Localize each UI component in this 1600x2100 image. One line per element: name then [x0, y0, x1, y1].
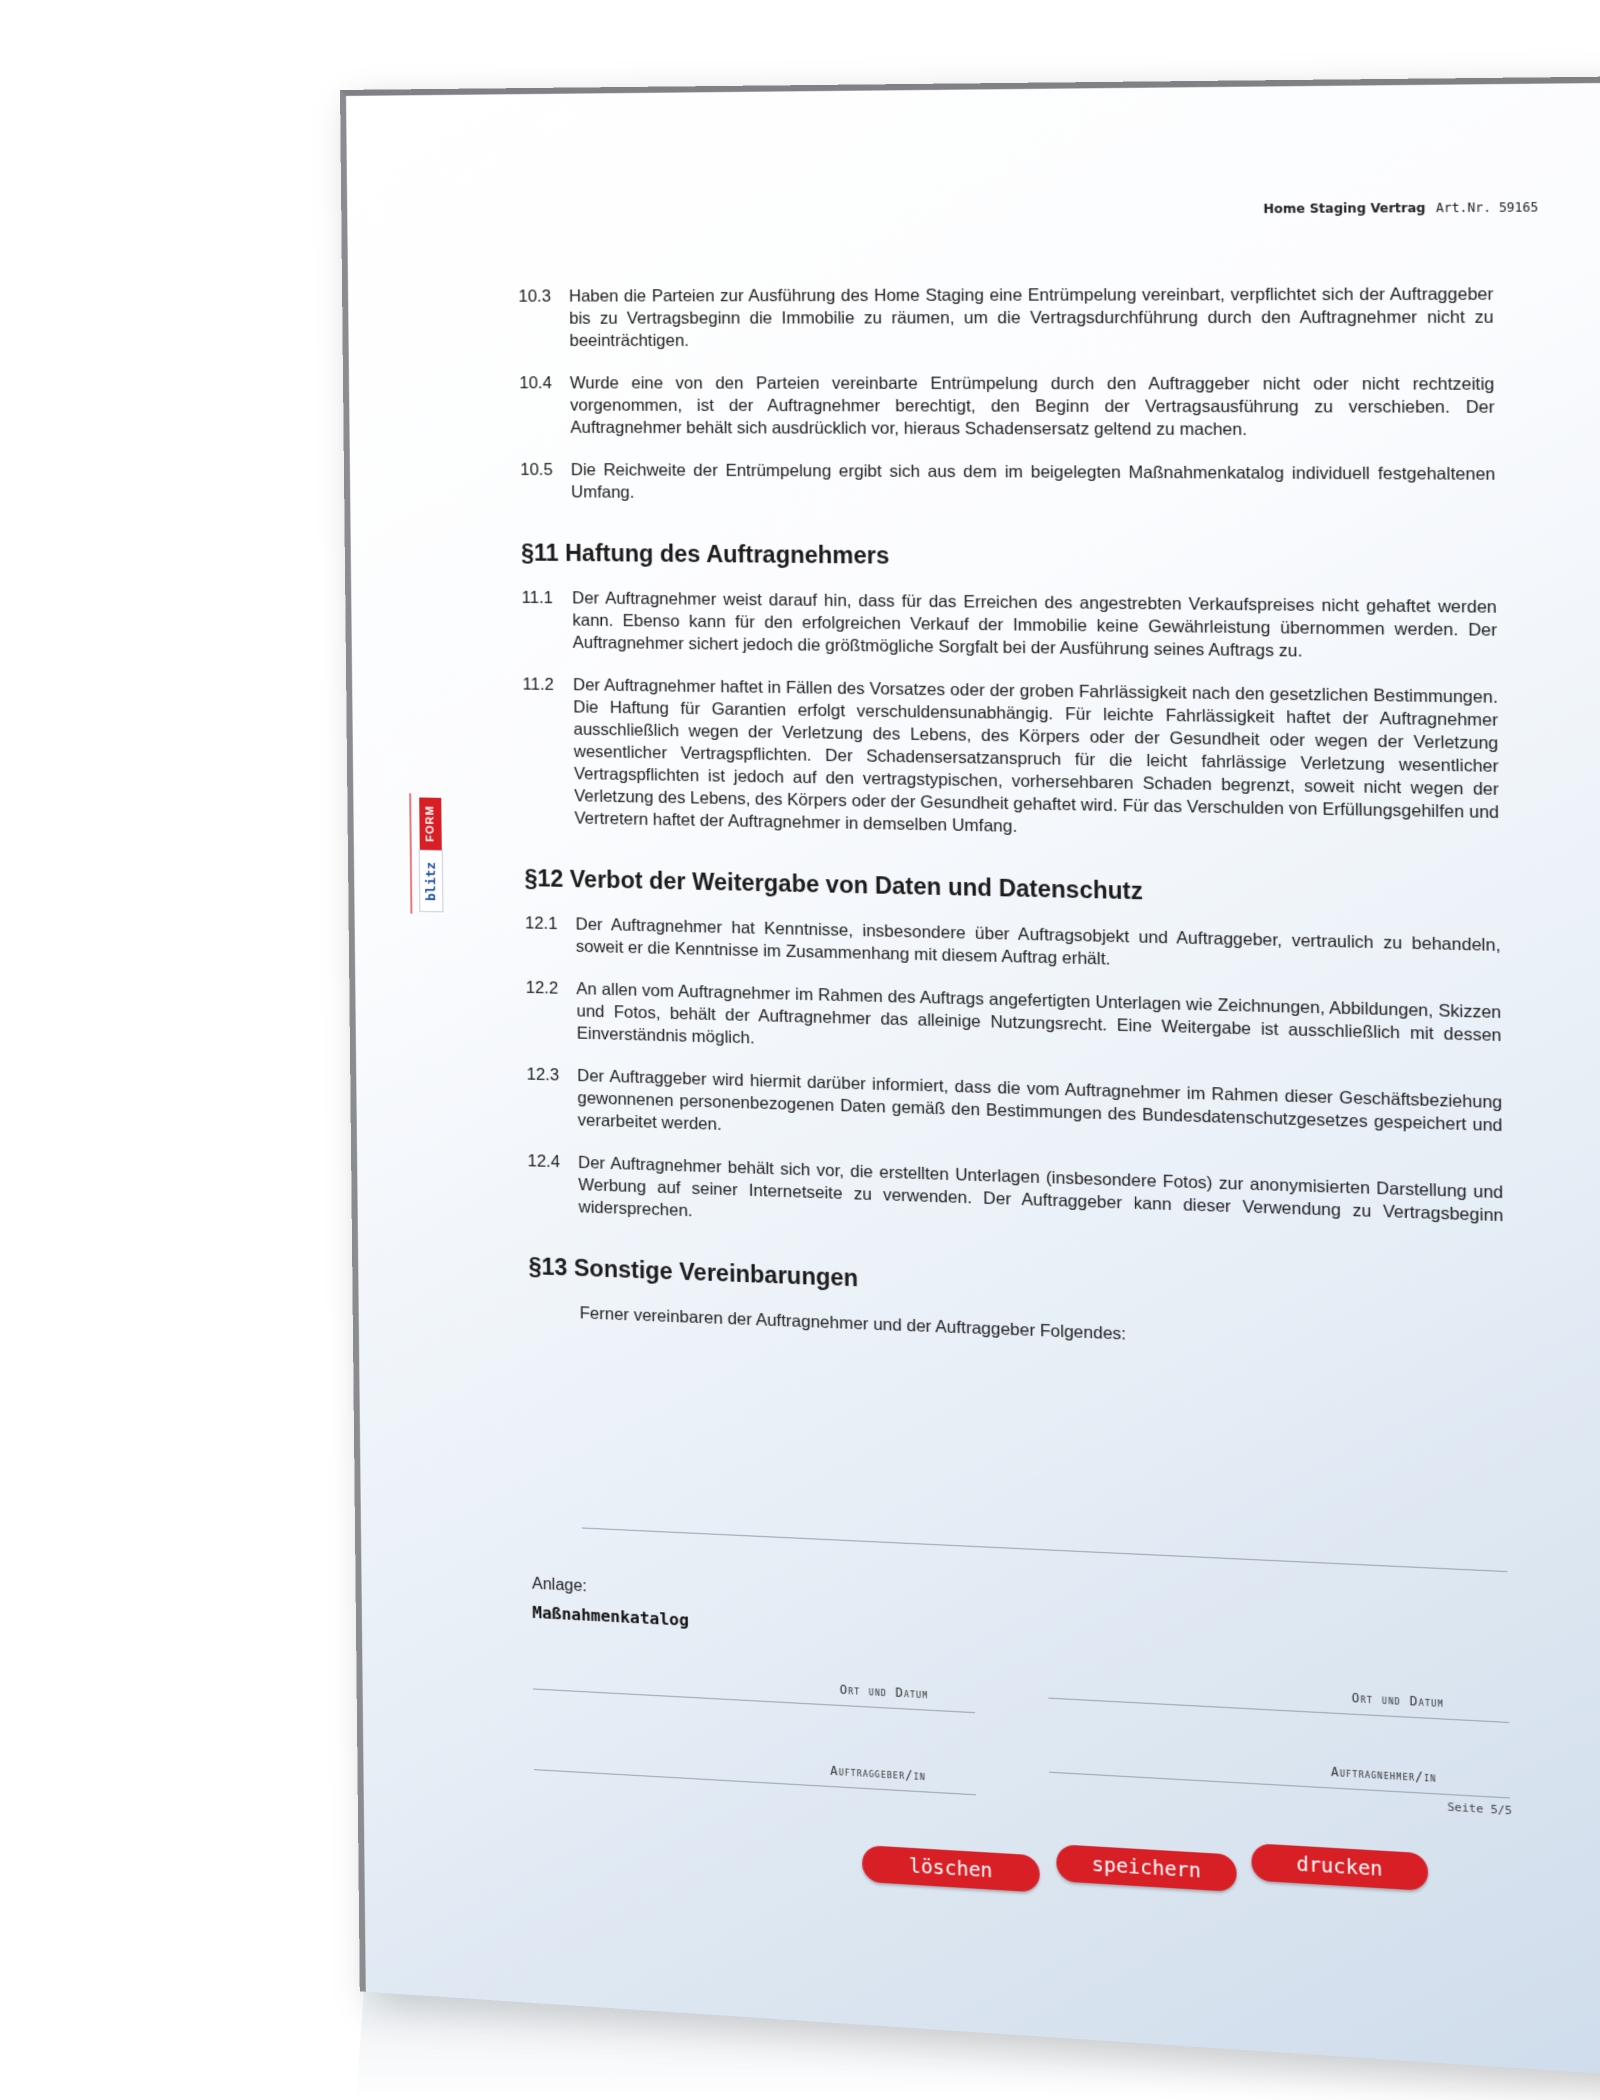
- attachment-value: Maßnahmenkatalog: [532, 1602, 690, 1630]
- clause-text: Der Auftragnehmer haftet in Fällen des Vorsatzes oder der groben Fahrlässigkeit nach den gesetzlichen Bestimmungen. Die Haftung für Garantien erfolgt verschuldensunabhängig. Für leichte Fahrlässigkeit haftet der Auftragnehmer ausschließlich wegen der Verletzung des Lebens, des Körpers oder der Gesundheit oder wegen der Verletzung wesentlicher Vertragspflichten. Der Schadensersatzanspruch für die leicht fahrlässige Verletzung wesentlicher Vertragspflichten ist jedoch auf den vertragstypischen, vorhersehbaren Schaden begrenzt, soweit nicht wegen der Verletzung des Lebens, des Körpers oder der Gesundheit gehaftet wird. Für das Verschulden von Erfüllungsgehilfen und Vertretern haftet der Auftragnehmer in demselben Umfang.: [572, 676, 1500, 836]
- logo-part-form: FORM: [419, 797, 442, 850]
- client-signature-caption: Auftraggeber/in: [830, 1763, 926, 1784]
- section-13-intro: Ferner vereinbaren der Auftragnehmer und der Auftraggeber Folgendes:: [579, 1304, 1127, 1344]
- logo-bar: [409, 793, 412, 913]
- document-body: [518, 283, 1505, 1360]
- clause-text: Der Auftragnehmer behält sich vor, die erstellten Unterlagen (insbesondere Fotos) zur anonymisierten Darstellung und Werbung auf seiner Internetseite zu verwenden. Der Auftraggeber kann dieser Verwendung zu Vertragsbeginn widersprechen.: [578, 1153, 1504, 1226]
- document-page: [340, 77, 1600, 2076]
- clause-10-3: [518, 283, 1494, 352]
- page-number: Seite 5/5: [1447, 1800, 1513, 1818]
- clause-11-2: [522, 673, 1499, 847]
- save-button[interactable]: speichern: [1056, 1844, 1237, 1892]
- section-11-heading: §11 Haftung des Auftragnehmers: [521, 539, 890, 569]
- delete-button[interactable]: löschen: [862, 1845, 1040, 1893]
- clause-12-4: [527, 1150, 1503, 1250]
- document-header: [1263, 199, 1538, 216]
- clause-11-1: [522, 587, 1498, 665]
- clause-text: Der Auftraggeber wird hiermit darüber informiert, dass die vom Auftragnehmer im Rahmen dieser Geschäftsbeziehung gewonnenen personenbezogenen Daten gemäß den Bestimmungen des Bundesdatenschutzgesetzes gespeichert und verarbeitet werden.: [577, 1066, 1503, 1136]
- clause-10-5: [520, 459, 1496, 509]
- clause-number: 10.5: [520, 460, 553, 480]
- contractor-signature-caption: Auftragnehmer/in: [1330, 1764, 1437, 1785]
- clause-number: 11.2: [522, 675, 554, 694]
- agreement-input-line[interactable]: [582, 1527, 1507, 1572]
- place-date-caption-left: Ort und Datum: [839, 1682, 929, 1702]
- clause-text: Der Auftragnehmer hat Kenntnisse, insbesondere über Auftragsobjekt und Auftraggeber, vertraulich zu behandeln, soweit er die Kenntnisse im Zusammenhang mit diesem Auftrag erhält.: [575, 915, 1501, 969]
- clause-text: Die Reichweite der Entrümpelung ergibt sich aus dem im beigelegten Maßnahmenkatalog individuell festgehaltenen Umfang.: [570, 461, 1496, 502]
- clause-number: 11.1: [521, 588, 553, 608]
- clause-number: 10.4: [519, 374, 552, 393]
- attachment-label: Anlage:: [531, 1575, 587, 1596]
- clause-number: 12.4: [527, 1152, 561, 1172]
- logo-part-blitz: blitz: [419, 850, 444, 913]
- section-12-heading: §12 Verbot der Weitergabe von Daten und Datenschutz: [524, 864, 1143, 905]
- clause-number: 12.2: [525, 978, 559, 998]
- clause-number: 12.1: [524, 914, 558, 934]
- place-date-caption-right: Ort und Datum: [1351, 1690, 1444, 1711]
- clause-10-4: [519, 372, 1495, 442]
- signature-line-contractor[interactable]: [1049, 1772, 1510, 1799]
- clause-text: An allen vom Auftragnehmer im Rahmen des Auftrags angefertigten Unterlagen wie Zeichnungen, Abbildungen, Skizzen und Fotos, behält der Auftragnehmer das alleinige Nutzungsrecht. Eine Weitergabe ist ausschließlich mit dessen Einverständnis möglich.: [576, 980, 1502, 1048]
- clause-text: Wurde eine von den Parteien vereinbarte Entrümpelung durch den Auftraggeber nicht oder nicht rechtzeitig vorgenommen, ist der Auftragnehmer berechtigt, den Beginn der Vertragsausführung zu verschieben. Der Auftragnehmer behält sich ausdrücklich vor, hieraus Schadensersatz geltend zu machen.: [569, 374, 1495, 440]
- print-button[interactable]: drucken: [1251, 1843, 1428, 1891]
- clause-12-2: [526, 977, 1502, 1071]
- clause-12-1: [525, 912, 1501, 980]
- document-title: Home Staging Vertrag: [1263, 200, 1426, 217]
- section-13-heading: §13 Sonstige Vereinbarungen: [528, 1252, 859, 1292]
- clause-number: 12.3: [526, 1065, 560, 1085]
- clause-number: 10.3: [518, 287, 552, 306]
- clause-text: Der Auftragnehmer weist darauf hin, dass für das Erreichen des angestrebten Verkaufspreises nicht gehaftet werden kann. Ebenso kann für den erfolgreichen Verkauf der Immobilie keine Gewährleistung übernommen werden. Der Auftragnehmer sichert jedoch die größtmögliche Sorgfalt bei der Ausführung seines Auftrags zu.: [572, 589, 1498, 661]
- formblitz-logo: [419, 797, 442, 912]
- clause-text: Haben die Parteien zur Ausführung des Home Staging eine Entrümpelung vereinbart, verpflichtet sich der Auftraggeber bis zu Vertragsbeginn die Immobilie zu räumen, um die Vertragsdurchführung durch den Auftragnehmer nicht zu beeinträchtigen.: [568, 285, 1494, 351]
- clause-12-3: [527, 1063, 1503, 1160]
- article-number: Art.Nr. 59165: [1435, 200, 1539, 216]
